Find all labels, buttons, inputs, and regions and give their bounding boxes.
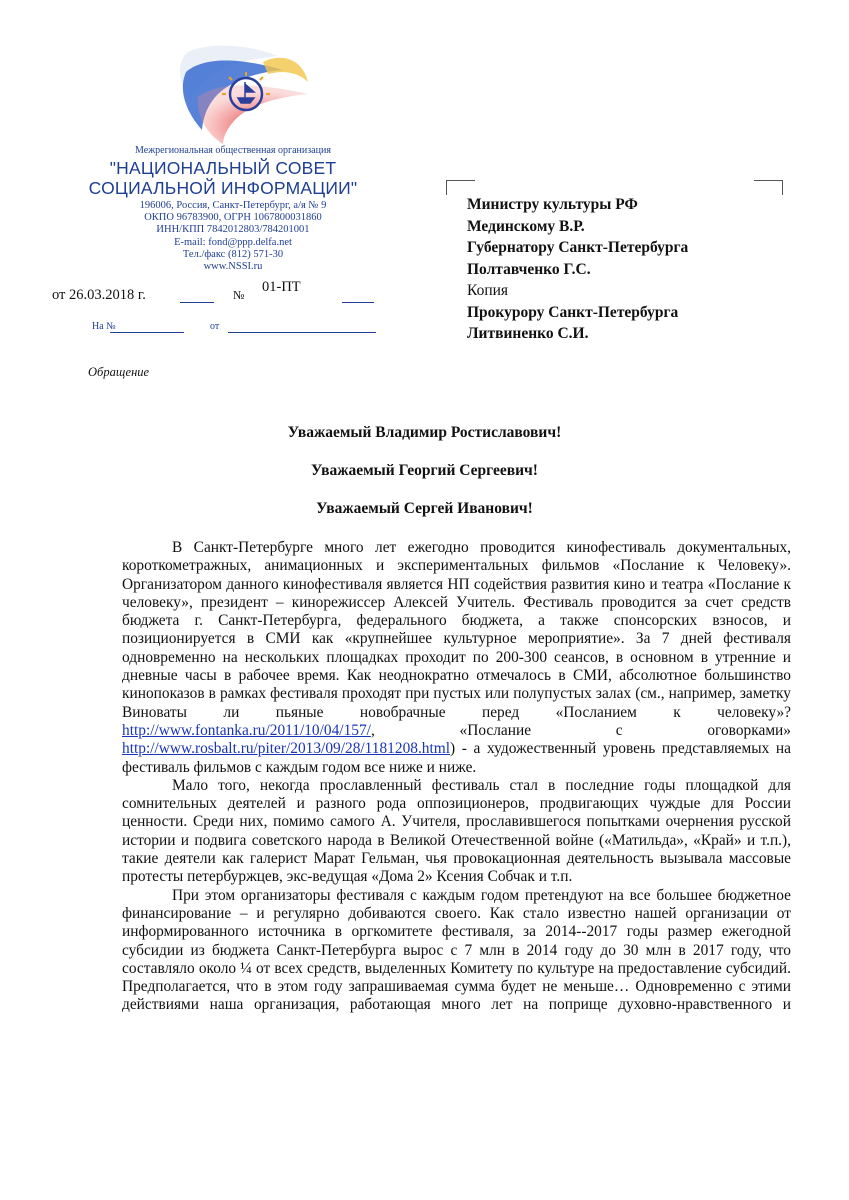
number-sign: № — [233, 288, 245, 302]
addressee-corner-right — [754, 180, 783, 195]
org-okpo: ОКПО 96783900, ОГРН 1067800031860 — [144, 212, 322, 224]
salutation: Уважаемый Владимир Ростиславович! — [287, 424, 562, 441]
date-underline — [180, 302, 214, 303]
paragraph-text: ) - а художественный уровень представляемых на фестиваль фильмов с каждым годом все ниже и ниже. — [122, 740, 791, 776]
number-underline — [342, 302, 374, 303]
org-address: 196006, Россия, Санкт-Петербург, а/я № 9 — [139, 200, 327, 211]
reference-from-underline — [228, 332, 376, 333]
org-name-line1: "НАЦИОНАЛЬНЫЙ СОВЕТ — [109, 158, 337, 178]
addressee-line: Полтавченко Г.С. — [467, 260, 591, 278]
paragraph-text: , «Послание с оговорками» — [370, 721, 791, 739]
registration-date: от 26.03.2018 г. — [52, 287, 146, 303]
org-name-line2: СОЦИАЛЬНОЙ ИНФОРМАЦИИ" — [88, 178, 358, 198]
addressee-corner-left — [446, 180, 475, 195]
paragraph: При этом организаторы фестиваля с каждым годом претендуют на все большее бюджетное финансирование – и регулярно добиваются своего. Как стало известно нашей организации от информированного источника в оргкомитете фестиваля, за 2014--2017 годы размер ежегодной субсидии из бюджета Санкт-Петербурга вырос с 7 млн в 2014 году до 30 млн в 2017 году, что составляло около ¼ от всех средств, выделенных Комитету по культуре на предоставление субсидий. Предполагается, что в этом году запрашиваемая сумма будет не меньше… Одновременно с этими действиями наша организация, работающая много лет на поприще духовно-нравственного и — [122, 886, 791, 1014]
document-type: Обращение — [88, 365, 150, 379]
addressee-line: Министру культуры РФ — [467, 196, 638, 213]
reference-from-label: от — [210, 321, 220, 332]
link-fontanka[interactable]: http://www.fontanka.ru/2011/10/04/157/ — [122, 721, 371, 739]
organization-logo — [168, 42, 318, 147]
link-rosbalt[interactable]: http://www.rosbalt.ru/piter/2013/09/28/1181208.html — [122, 740, 451, 758]
org-contacts — [118, 200, 348, 273]
org-inn: ИНН/КПП 7842012803/784201001 — [156, 224, 310, 236]
org-phone: Тел./факс (812) 571-30 — [182, 248, 284, 260]
salutation: Уважаемый Георгий Сергеевич! — [311, 462, 538, 479]
org-site: www.NSSI.ru — [203, 261, 263, 273]
reference-underline — [110, 332, 184, 333]
addressee-line: Мединскому В.Р. — [467, 217, 585, 235]
registration-number: 01-ПТ — [262, 279, 301, 295]
addressee-line: Литвиненко С.И. — [467, 325, 589, 342]
paragraph-text: В Санкт-Петербурге много лет ежегодно проводится кинофестиваль документальных, короткометражных, анимационных и экспериментальных фильмов «Послание к Человеку». Организатором данного кинофестиваля является НП содействия развития кино и театра «Послание к человеку», президент – кинорежиссер Алексей Учитель. Фестиваль проводится за счет средств бюджета г. Санкт-Петербурга, федерального бюджета, а также спонсорских взносов, и позиционируется в СМИ как «крупнейшее культурное мероприятие». За 7 дней фестиваля одновременно на нескольких площадках проходит по 200-300 сеансов, в основном в утренние и дневные часы в рабочее время. Как неоднократно отмечалось в СМИ, абсолютное большинство кинопоказов в рамках фестиваля проходят при пустых или полупустых залах (см., например, заметку Виноваты ли пьяные новобрачные перед «Посланием к человеку»? — [122, 539, 791, 721]
paragraph — [122, 539, 791, 777]
addressee-line: Прокурору Санкт-Петербурга — [467, 303, 679, 321]
org-email: E-mail: fond@ppp.delfa.net — [174, 236, 292, 248]
addressee-line: Губернатору Санкт-Петербурга — [467, 239, 689, 256]
reference-label: На № — [92, 321, 116, 332]
addressee-block — [467, 194, 787, 345]
salutation: Уважаемый Сергей Иванович! — [316, 500, 533, 517]
letter-body — [122, 539, 791, 1015]
copy-label: Копия — [467, 282, 509, 299]
org-type: Межрегиональная общественная организация — [135, 145, 331, 156]
paragraph: Мало того, некогда прославленный фестиваль стал в последние годы площадкой для сомнительных деятелей и разного рода оппозиционеров, продвигающих чуждые для России ценности. Среди них, помимо самого А. Учителя, прославившегося попытками очернения русской истории и подвига советского народа в Великой Отечественной войне («Матильда», «Край» и т.п.), такие деятели как галерист Марат Гельман, чья провокационная деятельность вызывала массовые протесты петербуржцев, экс-ведущая «Дома 2» Ксения Собчак и т.п. — [122, 776, 791, 886]
